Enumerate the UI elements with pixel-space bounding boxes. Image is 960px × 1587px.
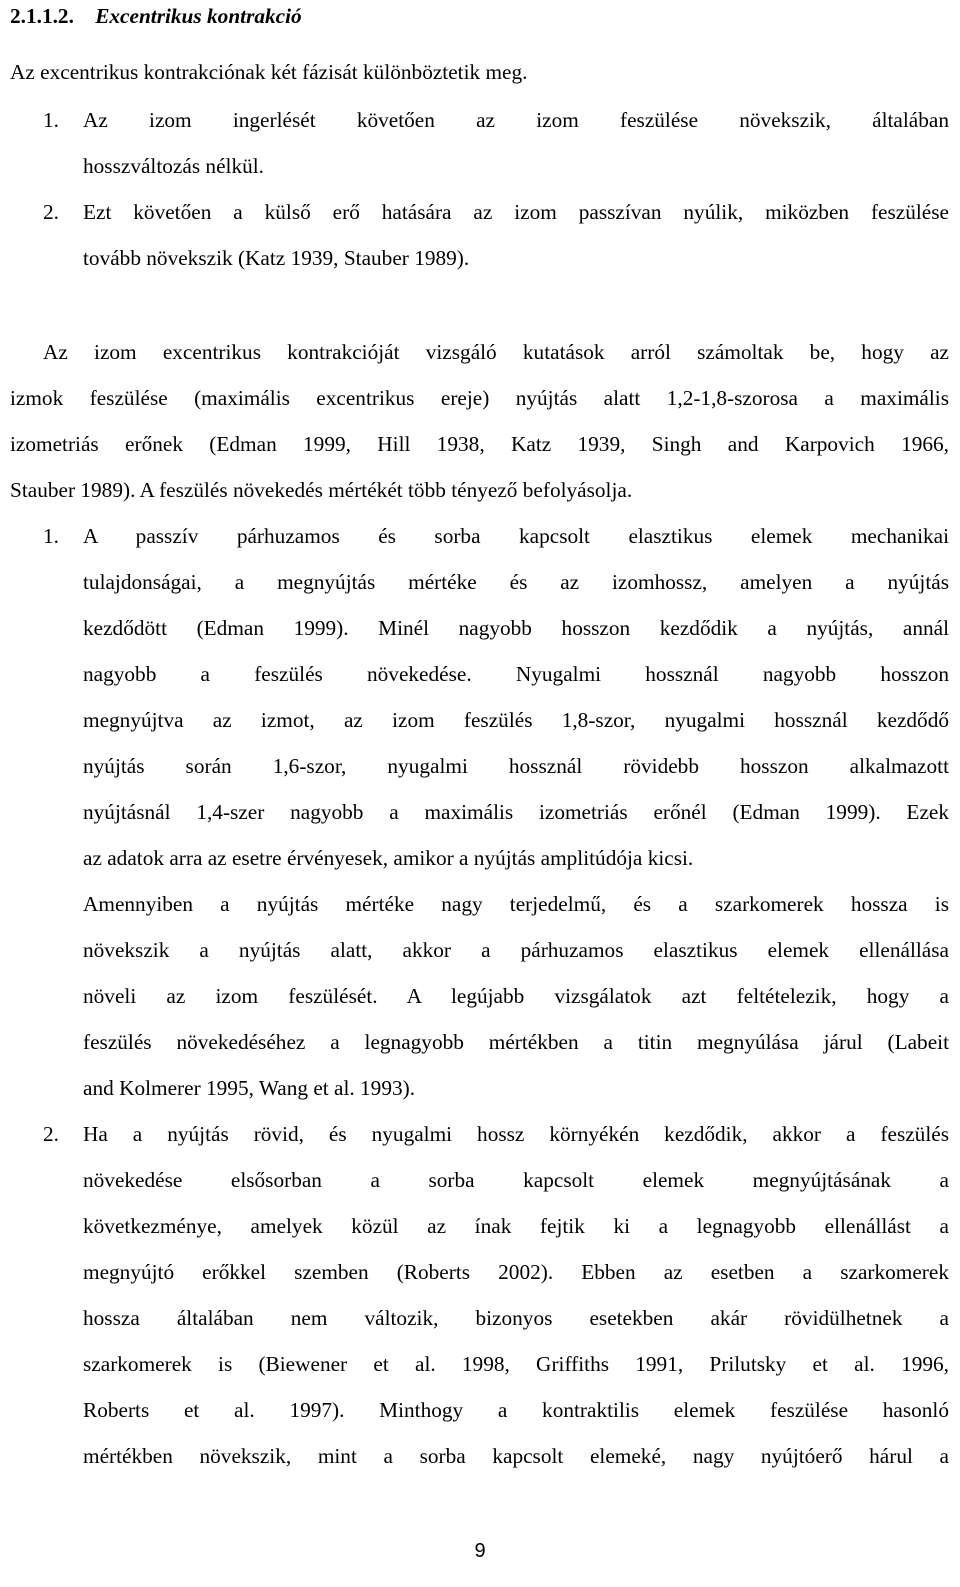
list-item-line: az adatok arra az esetre érvényesek, amikor a nyújtás amplitúdója kicsi. — [83, 846, 694, 870]
list-item-line: A passzív párhuzamos és sorba kapcsolt elasztikus elemek mechanikai — [83, 524, 949, 548]
list-item-line: megnyújtó erőkkel szemben (Roberts 2002). Ebben az esetben a szarkomerek — [83, 1260, 949, 1284]
list-item-line: hosszváltozás nélkül. — [83, 154, 264, 178]
list-item-line: mértékben növekszik, mint a sorba kapcsolt elemeké, nagy nyújtóerő hárul a — [83, 1444, 949, 1468]
list-item-line: tovább növekszik (Katz 1939, Stauber 1989). — [83, 246, 470, 270]
list-item-line: feszülés növekedéséhez a legnagyobb mértékben a titin megnyúlása járul (Labeit — [83, 1030, 949, 1054]
paragraph-line: izometriás erőnek (Edman 1999, Hill 1938, Katz 1939, Singh and Karpovich 1966, — [10, 432, 949, 456]
list-item-line: Ezt követően a külső erő hatására az izom passzívan nyúlik, miközben feszülése — [83, 200, 949, 224]
list-item-line: megnyújtva az izmot, az izom feszülés 1,8-szor, nyugalmi hossznál kezdődő — [83, 708, 949, 732]
paragraph-line: izmok feszülése (maximális excentrikus ereje) nyújtás alatt 1,2-1,8-szorosa a maximális — [10, 386, 949, 410]
list-item-line: növeli az izom feszülését. A legújabb vizsgálatok azt feltételezik, hogy a — [83, 984, 949, 1008]
list-item-line: Ha a nyújtás rövid, és nyugalmi hossz környékén kezdődik, akkor a feszülés — [83, 1122, 949, 1146]
list-item-line: Roberts et al. 1997). Minthogy a kontraktilis elemek feszülése hasonló — [83, 1398, 949, 1422]
list-item-number: 1. — [43, 108, 59, 132]
section-heading — [10, 3, 302, 29]
page-number: 9 — [474, 1540, 486, 1562]
list-item-line: növekedése elsősorban a sorba kapcsolt elemek megnyújtásának a — [83, 1168, 949, 1192]
section-title: Excentrikus kontrakció — [95, 4, 302, 28]
list-item-line: and Kolmerer 1995, Wang et al. 1993). — [83, 1076, 416, 1100]
list-item-number: 1. — [43, 524, 59, 548]
list-item-line: hossza általában nem változik, bizonyos esetekben akár rövidülhetnek a — [83, 1306, 949, 1330]
list-item-line: nyújtás során 1,6-szor, nyugalmi hossznál rövidebb hosszon alkalmazott — [83, 754, 949, 778]
list-item-number: 2. — [43, 1122, 59, 1146]
list-item-line: Az izom ingerlését követően az izom feszülése növekszik, általában — [83, 108, 949, 132]
paragraph-line: Az izom excentrikus kontrakcióját vizsgáló kutatások arról számoltak be, hogy az — [43, 340, 949, 364]
list-item-line: nagyobb a feszülés növekedése. Nyugalmi hossznál nagyobb hosszon — [83, 662, 949, 686]
list-item-line: következménye, amelyek közül az ínak fejtik ki a legnagyobb ellenállást a — [83, 1214, 949, 1238]
list-item-number: 2. — [43, 200, 59, 224]
list-item-line: tulajdonságai, a megnyújtás mértéke és az izomhossz, amelyen a nyújtás — [83, 570, 949, 594]
list-item-line: kezdődött (Edman 1999). Minél nagyobb hosszon kezdődik a nyújtás, annál — [83, 616, 949, 640]
list-item-line: növekszik a nyújtás alatt, akkor a párhuzamos elasztikus elemek ellenállása — [83, 938, 949, 962]
intro-sentence: Az excentrikus kontrakciónak két fázisát különböztetik meg. — [10, 60, 528, 84]
section-number: 2.1.1.2. — [10, 4, 74, 28]
paragraph-line: Stauber 1989). A feszülés növekedés mértékét több tényező befolyásolja. — [10, 478, 633, 502]
list-item-line: szarkomerek is (Biewener et al. 1998, Griffiths 1991, Prilutsky et al. 1996, — [83, 1352, 949, 1376]
list-item-line: Amennyiben a nyújtás mértéke nagy terjedelmű, és a szarkomerek hossza is — [83, 892, 949, 916]
list-item-line: nyújtásnál 1,4-szer nagyobb a maximális izometriás erőnél (Edman 1999). Ezek — [83, 800, 949, 824]
